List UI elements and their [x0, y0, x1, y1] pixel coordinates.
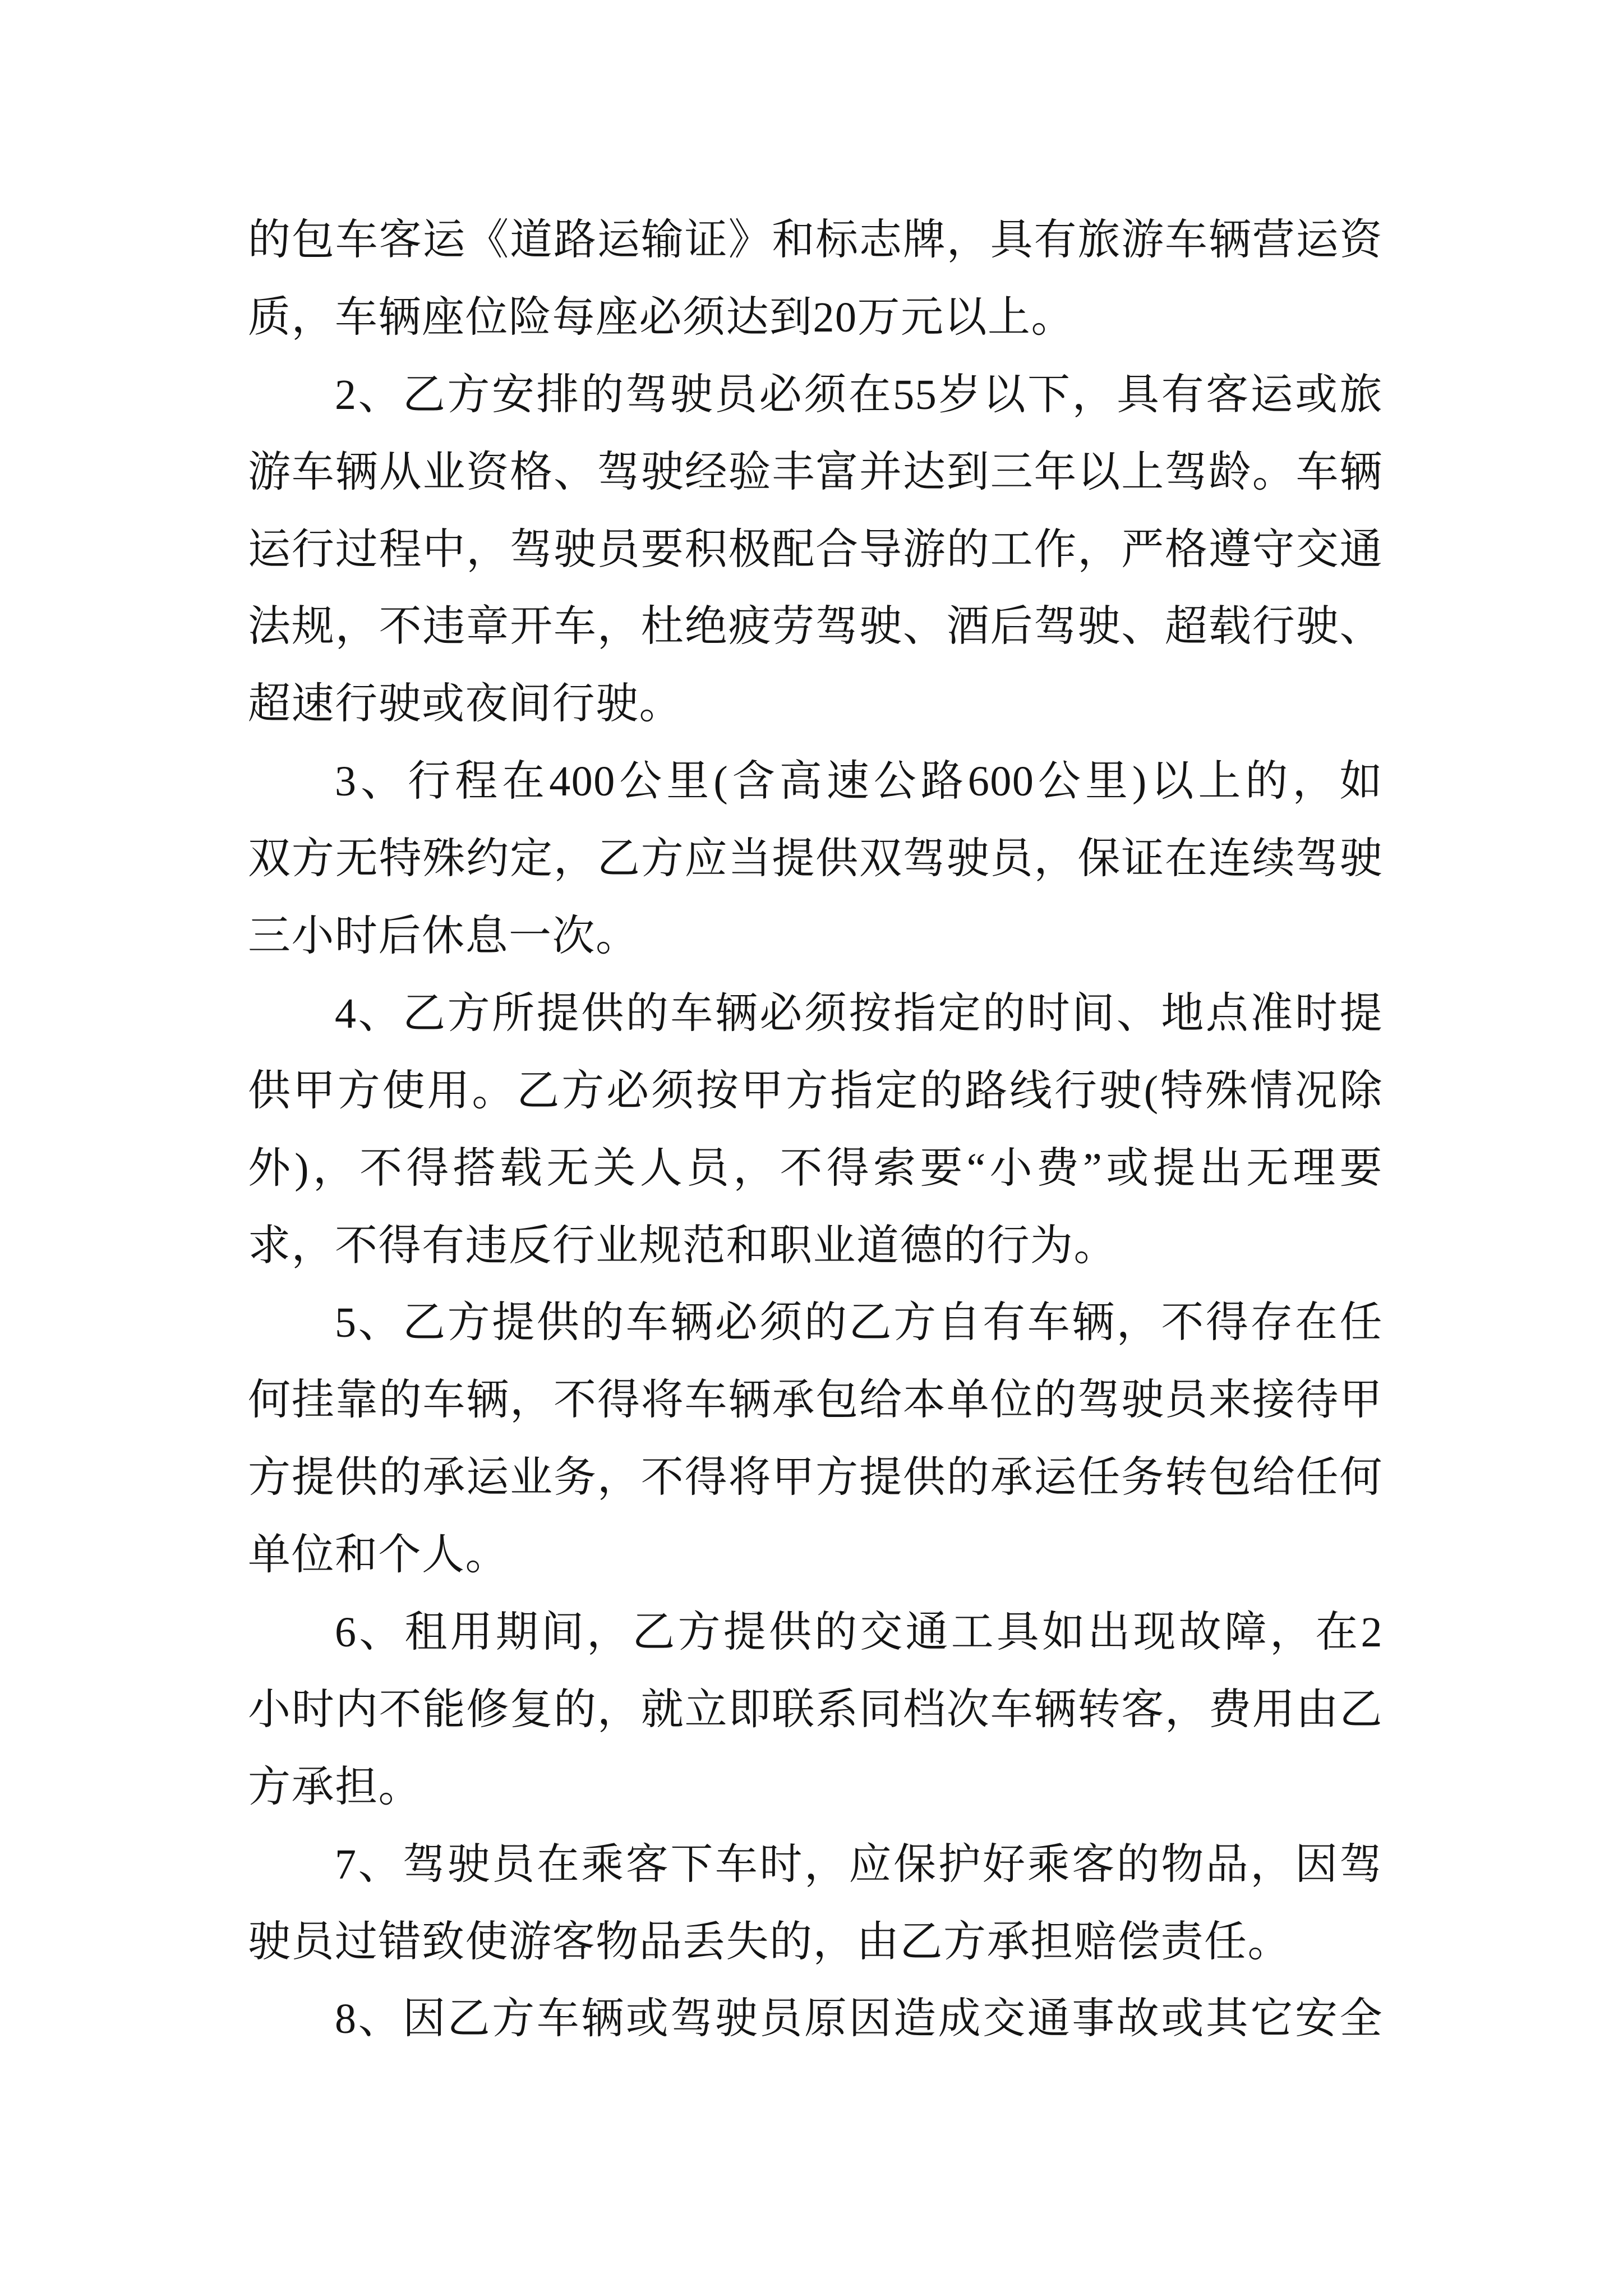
text-line: 小时内不能修复的，就立即联系同档次车辆转客，费用由乙: [248, 1686, 1383, 1733]
text-line: 超速行驶或夜间行驶。: [248, 680, 683, 728]
text-line: 运行过程中，驾驶员要积极配合导游的工作，严格遵守交通: [248, 526, 1383, 573]
text-line: 8、因乙方车辆或驾驶员原因造成交通事故或其它安全: [335, 1995, 1383, 2043]
text-line: 外)，不得搭载无关人员，不得索要“小费”或提出无理要: [248, 1144, 1383, 1192]
text-line: 2、乙方安排的驾驶员必须在55岁以下，具有客运或旅: [335, 371, 1383, 418]
paragraph-clause-7: [248, 1826, 1383, 1981]
paragraph-clause-3: [248, 743, 1383, 976]
text-line: 驶员过错致使游客物品丢失的，由乙方承担赔偿责任。: [248, 1918, 1291, 1966]
document-body: [248, 202, 1383, 2058]
text-line: 7、驾驶员在乘客下车时，应保护好乘客的物品，因驾: [335, 1841, 1383, 1888]
text-line: 求，不得有违反行业规范和职业道德的行为。: [248, 1222, 1117, 1269]
text-line: 方提供的承运业务，不得将甲方提供的承运任务转包给任何: [248, 1454, 1383, 1502]
text-line: 方承担。: [248, 1763, 422, 1811]
text-line: 游车辆从业资格、驾驶经验丰富并达到三年以上驾龄。车辆: [248, 448, 1383, 496]
paragraph-clause-4: [248, 976, 1383, 1285]
text-line: 的包车客运《道路运输证》和标志牌，具有旅游车辆营运资: [248, 217, 1383, 264]
text-line: 双方无特殊约定，乙方应当提供双驾驶员，保证在连续驾驶: [248, 835, 1383, 883]
paragraph-clause-8: [248, 1981, 1383, 2058]
text-line: 6、租用期间，乙方提供的交通工具如出现故障，在2: [335, 1609, 1383, 1657]
text-line: 5、乙方提供的车辆必须的乙方自有车辆，不得存在任: [335, 1299, 1383, 1347]
text-line: 3、行程在400公里(含高速公路600公里)以上的，如: [335, 758, 1383, 806]
text-line: 质，车辆座位险每座必须达到20万元以上。: [248, 293, 1075, 341]
paragraph-clause-6: [248, 1594, 1383, 1826]
text-line: 法规，不违章开车，杜绝疲劳驾驶、酒后驾驶、超载行驶、: [248, 603, 1383, 651]
text-line: 何挂靠的车辆，不得将车辆承包给本单位的驾驶员来接待甲: [248, 1377, 1383, 1424]
paragraph-continuation: [248, 202, 1383, 357]
paragraph-clause-5: [248, 1285, 1383, 1594]
paragraph-clause-2: [248, 357, 1383, 743]
text-line: 单位和个人。: [248, 1531, 509, 1579]
text-line: 三小时后休息一次。: [248, 913, 639, 960]
text-line: 4、乙方所提供的车辆必须按指定的时间、地点准时提: [335, 990, 1383, 1037]
text-line: 供甲方使用。乙方必须按甲方指定的路线行驶(特殊情况除: [248, 1067, 1383, 1115]
